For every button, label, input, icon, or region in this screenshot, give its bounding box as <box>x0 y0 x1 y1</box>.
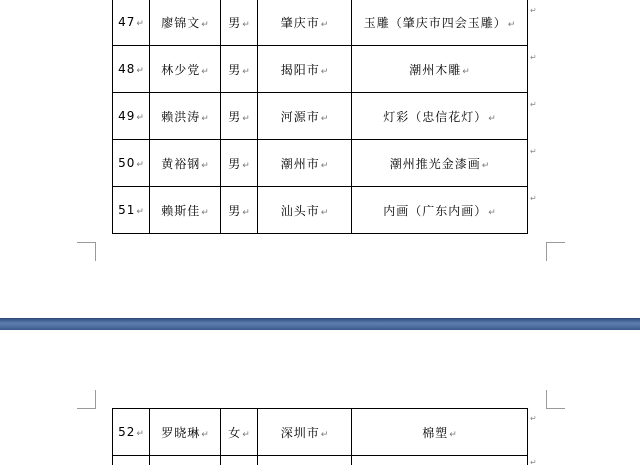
paragraph-mark: ↵ <box>136 207 144 217</box>
cell-text: 深圳市 <box>280 425 320 440</box>
paragraph-mark: ↵ <box>462 66 470 77</box>
table-row <box>113 187 528 234</box>
cell-text: 林少党 <box>161 62 201 77</box>
cell-text: 赖洪涛 <box>161 109 201 124</box>
paragraph-mark: ↵ <box>201 113 209 124</box>
paragraph-mark: ↵ <box>320 113 329 124</box>
cell-gender[interactable] <box>221 46 258 93</box>
paragraph-mark: ↵ <box>242 429 250 440</box>
cell-text: 肇庆市 <box>280 15 320 30</box>
cell-city[interactable] <box>258 456 352 465</box>
cell-city[interactable] <box>258 140 352 187</box>
paragraph-mark: ↵ <box>136 429 144 439</box>
cell-text: 男 <box>228 62 242 77</box>
table-row <box>113 140 528 187</box>
cell-text: 男 <box>228 109 242 124</box>
cell-text: 玉雕（肇庆市四会玉雕） <box>363 15 507 30</box>
cell-text: 48 <box>118 62 136 76</box>
cell-city[interactable] <box>258 409 352 456</box>
cell-text: 男 <box>228 15 242 30</box>
cell-name[interactable] <box>150 0 221 46</box>
cell-name[interactable] <box>150 409 221 456</box>
cell-craft[interactable] <box>352 46 528 93</box>
cell-text: 汕头市 <box>280 203 320 218</box>
paragraph-mark: ↵ <box>242 19 250 30</box>
table-row <box>113 93 528 140</box>
cell-name[interactable] <box>150 140 221 187</box>
cell-craft[interactable] <box>352 409 528 456</box>
paragraph-mark: ↵ <box>201 207 209 218</box>
cell-text: 男 <box>228 156 242 171</box>
cell-gender[interactable] <box>221 187 258 234</box>
paragraph-mark: ↵ <box>320 429 329 440</box>
end-of-row-mark: ↵ <box>530 414 537 423</box>
end-of-row-mark: ↵ <box>530 194 537 203</box>
crop-mark-bottom-left <box>77 242 96 261</box>
cell-text: 男 <box>228 203 242 218</box>
cell-text: 廖锦文 <box>161 15 201 30</box>
cell-number[interactable] <box>113 187 150 234</box>
cell-text: 47 <box>118 15 136 29</box>
paragraph-mark: ↵ <box>201 66 209 77</box>
cell-number[interactable] <box>113 93 150 140</box>
paragraph-mark: ↵ <box>136 66 144 76</box>
table-row <box>113 409 528 456</box>
cell-text: 灯彩（忠信花灯） <box>383 109 488 124</box>
cell-city[interactable] <box>258 46 352 93</box>
paragraph-mark: ↵ <box>242 113 250 124</box>
cell-craft[interactable] <box>352 187 528 234</box>
cell-text: 罗晓琳 <box>161 425 201 440</box>
paragraph-mark: ↵ <box>320 19 329 30</box>
cell-text: 50 <box>118 156 136 170</box>
end-of-row-mark: ↵ <box>530 458 537 465</box>
paragraph-mark: ↵ <box>320 207 329 218</box>
cell-text: 黄裕钢 <box>161 156 201 171</box>
cell-text: 棉塑 <box>422 425 449 440</box>
cell-city[interactable] <box>258 187 352 234</box>
cell-number[interactable] <box>113 0 150 46</box>
paragraph-mark: ↵ <box>136 19 144 29</box>
cell-gender[interactable] <box>221 93 258 140</box>
paragraph-mark: ↵ <box>242 160 250 171</box>
paragraph-mark: ↵ <box>136 113 144 123</box>
cell-text: 51 <box>118 203 136 217</box>
table-row <box>113 46 528 93</box>
paragraph-mark: ↵ <box>201 19 209 30</box>
paragraph-mark: ↵ <box>320 160 329 171</box>
paragraph-mark: ↵ <box>488 113 496 124</box>
cell-text: 潮州木雕 <box>409 62 462 77</box>
cell-text: 52 <box>118 425 136 439</box>
document-page-bottom <box>0 330 640 465</box>
cell-name[interactable] <box>150 187 221 234</box>
inheritor-table-top <box>112 0 528 234</box>
cell-text: 揭阳市 <box>280 62 320 77</box>
table-row <box>113 0 528 46</box>
cell-city[interactable] <box>258 93 352 140</box>
cell-text: 赖斯佳 <box>161 203 201 218</box>
cell-text: 女 <box>228 425 242 440</box>
paragraph-mark: ↵ <box>242 207 250 218</box>
paragraph-mark: ↵ <box>449 429 457 440</box>
cell-city[interactable] <box>258 0 352 46</box>
cell-number[interactable] <box>113 409 150 456</box>
cell-craft[interactable] <box>352 0 528 46</box>
cell-gender[interactable] <box>221 0 258 46</box>
cell-gender[interactable] <box>221 456 258 465</box>
cell-name[interactable] <box>150 46 221 93</box>
paragraph-mark: ↵ <box>201 160 209 171</box>
cell-text: 49 <box>118 109 136 123</box>
crop-mark-top-left <box>77 390 96 409</box>
end-of-row-mark: ↵ <box>530 100 537 109</box>
inheritor-table-bottom <box>112 408 528 465</box>
table-row-partial <box>113 456 528 465</box>
cell-number[interactable] <box>113 46 150 93</box>
cell-craft[interactable] <box>352 456 528 465</box>
paragraph-mark: ↵ <box>320 66 329 77</box>
paragraph-mark: ↵ <box>507 19 516 30</box>
end-of-row-mark: ↵ <box>530 147 537 156</box>
paragraph-mark: ↵ <box>136 160 144 170</box>
paragraph-mark: ↵ <box>481 160 490 171</box>
paragraph-mark: ↵ <box>242 66 250 77</box>
cell-text: 内画（广东内画） <box>383 203 488 218</box>
end-of-row-mark: ↵ <box>530 6 537 15</box>
cell-text: 潮州市 <box>280 156 320 171</box>
crop-mark-bottom-right <box>546 242 565 261</box>
cell-gender[interactable] <box>221 409 258 456</box>
end-of-row-mark: ↵ <box>530 53 537 62</box>
paragraph-mark: ↵ <box>201 429 209 440</box>
cell-text: 潮州推光金漆画 <box>389 156 481 171</box>
cell-craft[interactable] <box>352 93 528 140</box>
crop-mark-top-right <box>546 390 565 409</box>
cell-gender[interactable] <box>221 140 258 187</box>
cell-craft[interactable] <box>352 140 528 187</box>
cell-number[interactable] <box>113 456 150 465</box>
cell-name[interactable] <box>150 456 221 465</box>
cell-number[interactable] <box>113 140 150 187</box>
cell-text: 河源市 <box>280 109 320 124</box>
paragraph-mark: ↵ <box>488 207 496 218</box>
cell-name[interactable] <box>150 93 221 140</box>
page-separator <box>0 318 640 330</box>
